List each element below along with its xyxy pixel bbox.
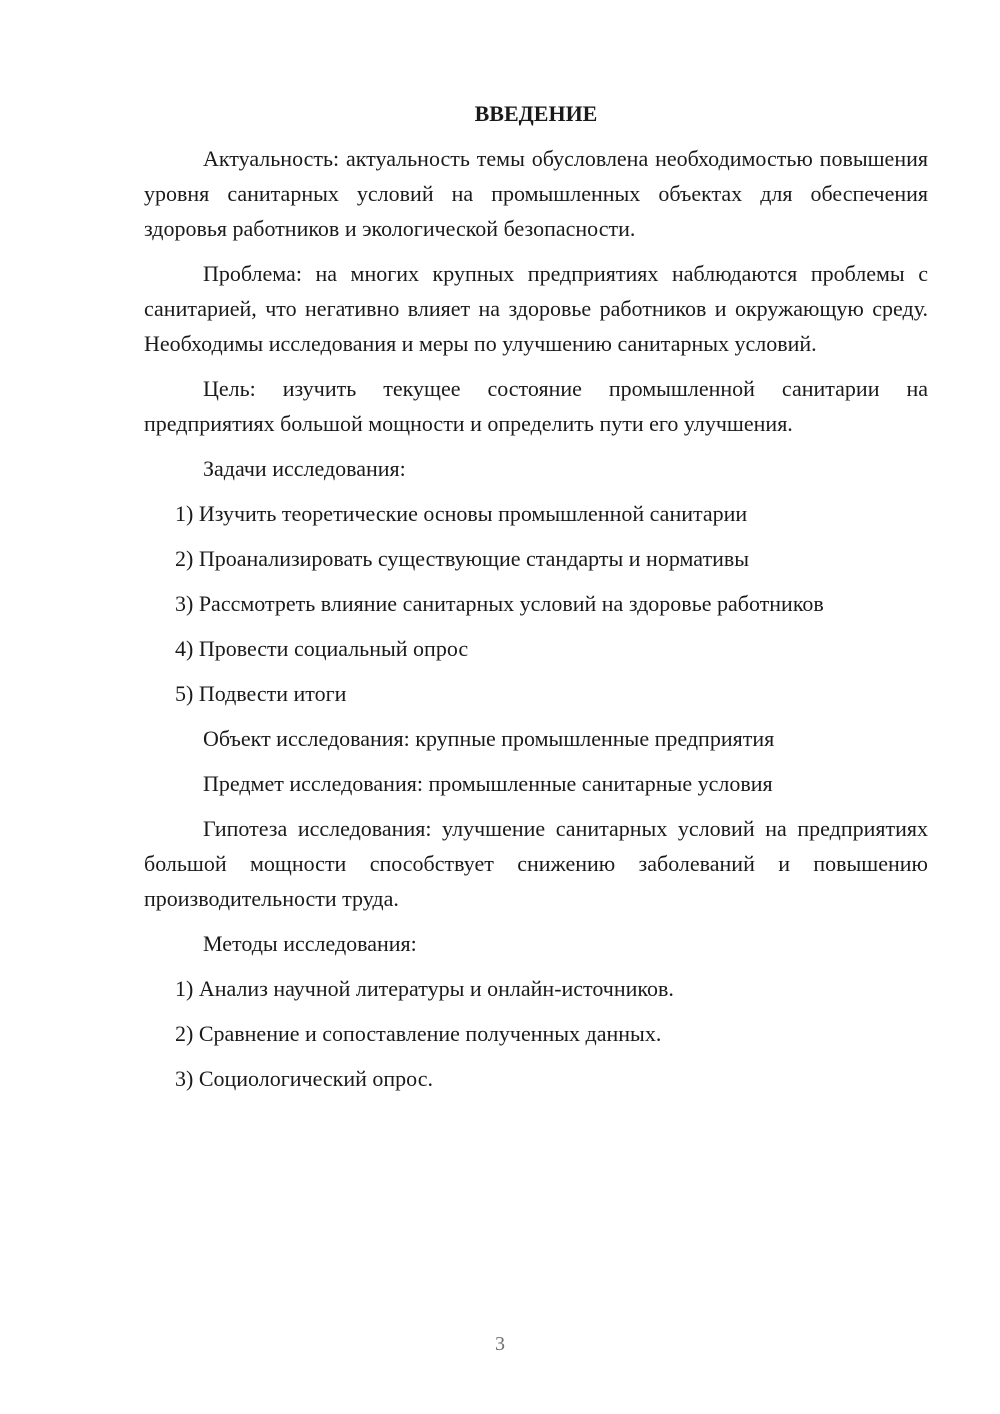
method-item: 1) Анализ научной литературы и онлайн-источников. <box>175 976 674 1001</box>
goal-paragraph: Цель: изучить текущее состояние промышленной санитарии на предприятиях большой мощности и определить пути его улучшения. <box>144 376 928 436</box>
task-item: 4) Провести социальный опрос <box>175 636 469 661</box>
problem-paragraph: Проблема: на многих крупных предприятиях наблюдаются проблемы с санитарией, что негативно влияет на здоровье работников и окружающую среду. Необходимы исследования и меры по улучшению санитарных условий. <box>144 261 928 356</box>
section-title: ВВЕДЕНИЕ <box>474 101 598 126</box>
task-item: 5) Подвести итоги <box>175 681 347 706</box>
page-number: 3 <box>495 1333 505 1355</box>
subject-line: Предмет исследования: промышленные санитарные условия <box>203 771 773 796</box>
hypothesis-paragraph: Гипотеза исследования: улучшение санитарных условий на предприятиях большой мощности способствует снижению заболеваний и повышению производительности труда. <box>144 816 928 911</box>
page-content <box>144 96 928 1106</box>
task-item: 3) Рассмотреть влияние санитарных условий на здоровье работников <box>175 591 824 616</box>
method-item: 3) Социологический опрос. <box>175 1066 433 1091</box>
method-item: 2) Сравнение и сопоставление полученных данных. <box>175 1021 662 1046</box>
object-line: Объект исследования: крупные промышленные предприятия <box>203 726 775 751</box>
task-item: 2) Проанализировать существующие стандарты и нормативы <box>175 546 750 571</box>
task-item: 1) Изучить теоретические основы промышленной санитарии <box>175 501 748 526</box>
methods-heading: Методы исследования: <box>203 931 417 956</box>
relevance-paragraph: Актуальность: актуальность темы обусловлена необходимостью повышения уровня санитарных условий на промышленных объектах для обеспечения здоровья работников и экологической безопасности. <box>144 146 928 241</box>
tasks-heading: Задачи исследования: <box>203 456 406 481</box>
